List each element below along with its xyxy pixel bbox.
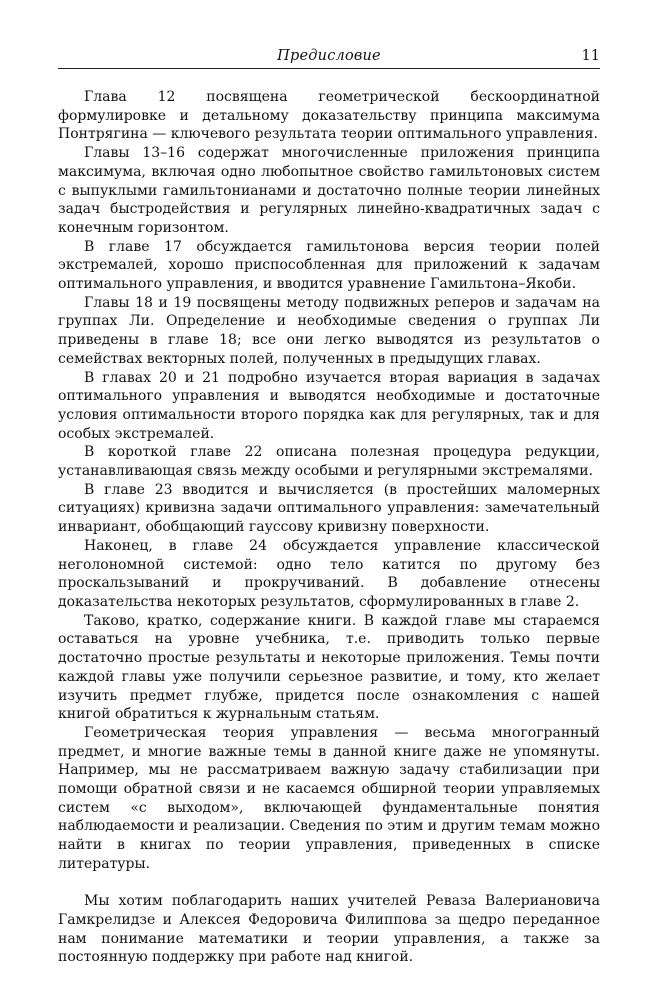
paragraph-scope: Геометрическая теория управления — весьма многогранный предмет, и многие важные темы в данной книге даже не упомянуты. Например, мы не рассматриваем важную задачу стабилизации при помощи обратной связи и не касаемся обширной теории управляемых систем «с выходом», включающей фундаментальные понятия наблюдаемости и реализации. Сведения по этим и другим темам можно найти в книгах по теории управления, приведенных в списке литературы. [58,724,600,872]
paragraph-chapter-23: В главе 23 вводится и вычисляется (в простейших маломерных ситуациях) кривизна задачи оптимального управления: замечательный инвариант, обобщающий гауссову кривизну поверхности. [58,481,600,536]
paragraph-chapter-12: Глава 12 посвящена геометрической бескоординатной формулировке и детальному доказательству принципа максимума Понтрягина — ключевого результата теории оптимального управления. [58,89,600,143]
paragraph-chapters-20-21: В главах 20 и 21 подробно изучается вторая вариация в задачах оптимального управления и выводятся необходимые и достаточные условия оптимальности второго порядка как для регулярных, так и для особых экстремалей. [58,369,600,442]
paragraph-chapters-13-16: Главы 13–16 содержат многочисленные приложения принципа максимума, включая одно любопытное свойство гамильтоновых систем с выпуклыми гамильтонианами и достаточно полные теории линейных задач быстродействия и регулярных линейно-квадратичных задач с конечным горизонтом. [58,145,600,236]
paragraph-chapter-17: В главе 17 обсуждается гамильтонова версия теории полей экстремалей, хорошо приспособленная для приложений к задачам оптимального управления, и вводится уравнение Гамильтона–Якоби. [58,238,600,293]
body-text [58,88,600,967]
running-header [58,46,600,69]
paragraph-chapter-22: В короткой главе 22 описана полезная процедура редукции, устанавливающая связь между особыми и регулярными экстремалями. [58,444,600,480]
paragraph-chapter-24: Наконец, в главе 24 обсуждается управление классической неголономной системой: одно тело катится по другому без проскальзываний и прокручиваний. В добавление отнесены доказательства некоторых результатов, сформулированных в главе 2. [58,537,600,610]
paragraph-summary: Таково, кратко, содержание книги. В каждой главе мы стараемся оставаться на уровне учебника, т.е. приводить только первые достаточно простые результаты и некоторые приложения. Темы почти каждой главы уже получили серьезное развитие, и тому, кто желает изучить предмет глубже, придется после ознакомления с нашей книгой обратиться к журнальным статьям. [58,612,600,723]
paragraph-acknowledgements: Мы хотим поблагодарить наших учителей Реваза Валериановича Гамкрелидзе и Алексея Федоровича Филиппова за щедро переданное нам понимание математики и теории управления, а также за постоянную поддержку при работе над книгой. [58,893,600,966]
page-number: 11 [581,48,600,64]
running-title: Предисловие [277,48,381,64]
paragraph-chapters-18-19: Главы 18 и 19 посвящены методу подвижных реперов и задачам на группах Ли. Определение и необходимые сведения о группах Ли приведены в главе 18; все они легко выводятся из результатов о семействах векторных полей, полученных в предыдущих главах. [58,294,600,367]
